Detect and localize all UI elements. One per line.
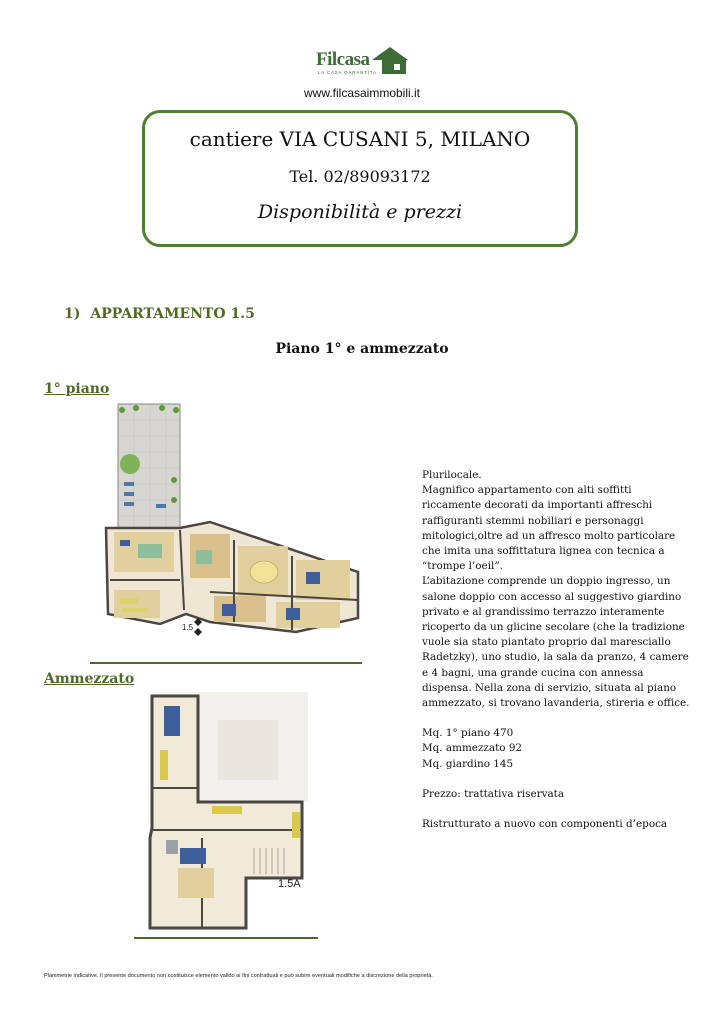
property-description xyxy=(422,468,692,832)
plan-primo-unit: 1.5 xyxy=(182,623,194,632)
renovation-note: Ristrutturato a nuovo con componenti d’epoca xyxy=(422,818,668,831)
description-line-3: L’abitazione comprende un doppio ingresso, un salone doppio con accesso al suggestivo giardino privato e al grandissimo terrazzo interamente ricoperto da un glicine secolare (che la tradizione vuole sia stato piantato proprio dal maresciallo Radetzky), uno studio, la sala da pranzo, 4 camere e 4 bagni, una grande cucina con annessa dispensa. Nella zona di servizio, situata al piano ammezzato, si trovano lavanderia, stireria e office. xyxy=(422,575,690,710)
header-box xyxy=(142,110,578,247)
floor-plan-primo xyxy=(100,400,362,638)
site-title: cantiere VIA CUSANI 5, MILANO xyxy=(189,127,531,151)
price: Prezzo: trattativa riservata xyxy=(422,787,565,800)
divider-ammezzato xyxy=(134,937,318,939)
phone-number: Tel. 02/89093172 xyxy=(289,167,431,186)
plan-ammezzato-unit: 1.5A xyxy=(278,878,301,890)
logo-text: Filcasa xyxy=(316,49,370,70)
footer-disclaimer: Planimetrie indicative. Il presente documento non costituisce elemento valido ai fini contrattuali e può subire eventuali modifiche a discrezione della proprietà. xyxy=(44,973,433,979)
website-url[interactable]: www.filcasaimmobili.it xyxy=(303,86,421,100)
floor-heading: Piano 1° e ammezzato xyxy=(275,341,449,357)
description-line-2: Magnifico appartamento con alti soffitti riccamente decorati da importanti affreschi raffiguranti stemmi nobiliari e personaggi mitologici,oltre ad un affresco molto particolare che imita una soffittatura lignea con tecnica a “trompe l’oeil”. xyxy=(422,484,676,573)
mq-primo: Mq. 1° piano 470 xyxy=(422,727,514,740)
divider-primo xyxy=(90,662,362,664)
description-line-1: Plurilocale. xyxy=(422,469,482,481)
floor-plan-ammezzato xyxy=(142,688,312,930)
page-subtitle: Disponibilità e prezzi xyxy=(257,201,463,223)
section-title-text: APPARTAMENTO 1.5 xyxy=(90,306,255,322)
logo-tagline: LA CASA GARANTITA xyxy=(318,70,377,75)
floor-label-ammezzato: Ammezzato xyxy=(44,671,135,687)
mq-giardino: Mq. giardino 145 xyxy=(422,757,514,770)
filcasa-logo xyxy=(316,44,412,78)
mq-ammezzato: Mq. ammezzato 92 xyxy=(422,742,523,755)
floor-label-primo: 1° piano xyxy=(44,381,110,397)
section-title xyxy=(64,306,255,322)
section-number: 1) xyxy=(64,306,81,322)
